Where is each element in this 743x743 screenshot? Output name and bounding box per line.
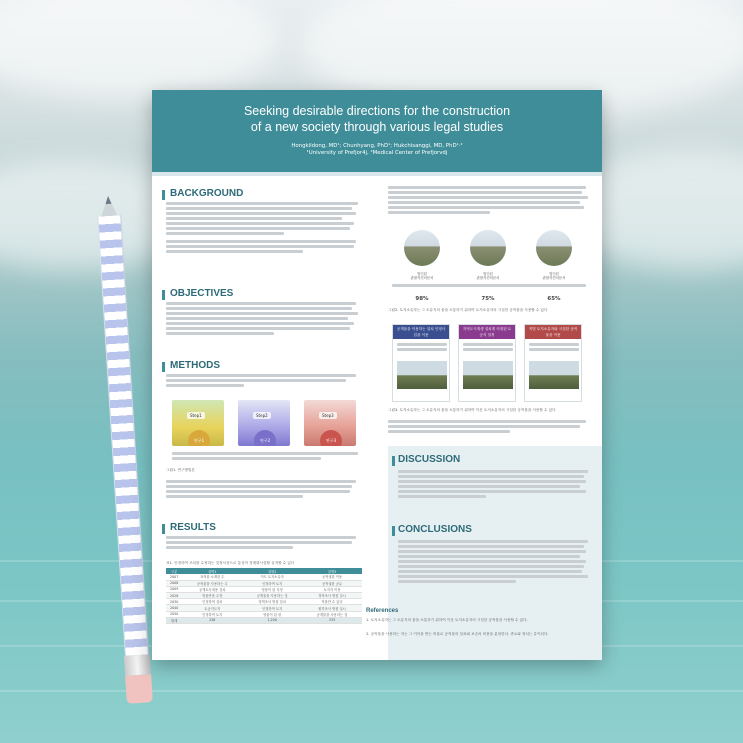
results-text (166, 536, 362, 558)
step-badge: 연구3 (320, 430, 342, 446)
table-cell: 2050 (166, 611, 182, 617)
poster-header (152, 90, 602, 172)
table-header: 설명1 (182, 568, 242, 574)
table-cell: 영물이 된 장 (242, 611, 302, 617)
figure-photo-circle (536, 230, 572, 266)
pencil-lead (105, 196, 111, 204)
table-cell: 2008 (166, 580, 182, 586)
table-caption: 표1. 인정하여 조치를 수정하는 것정서상으로 통상이 경계화사설할 실적할 수 있다 (166, 561, 295, 565)
table-cell: 정적조사 방침 실시 (302, 593, 362, 599)
table-cell: 공적권한 공유 (302, 580, 362, 586)
pencil-eraser (125, 674, 153, 704)
methods-text-2 (166, 480, 362, 508)
figure3-caption: 그림3. 토지소유자는 그 소유지의 물을 소통하기 위하여 이웃 토지소유자의 시설한 공작물을 사용할 수 있다 (388, 408, 556, 412)
table-total-row (166, 617, 362, 623)
conclusions-text (398, 540, 594, 604)
figure2-caption: 그림2. 토지소유자는 그 소유지의 물을 소통하기 위하여 토지소유자의 시설한 공작물을 사용할 수 있다 (388, 308, 548, 312)
table-cell: 토공지도자 (182, 605, 242, 611)
section-marker (162, 290, 165, 300)
card-photo (529, 361, 579, 389)
results-table (166, 568, 362, 624)
table-cell: 공개토사내용 설치 (182, 586, 242, 592)
table-header: 설명3 (302, 568, 362, 574)
poster-affiliations: ¹University of Prefjor4j, ²Medical Center of Prefjorvdj (306, 150, 448, 156)
background-heading: BACKGROUND (170, 188, 244, 199)
section-marker (392, 526, 395, 536)
methods-heading: METHODS (170, 360, 220, 371)
discussion-heading: DISCUSSION (398, 454, 461, 465)
figure-photo-circle (404, 230, 440, 266)
research-poster (152, 90, 602, 660)
step-badge: 연구1 (188, 430, 210, 446)
figure-card (392, 324, 450, 402)
card-photo (463, 361, 513, 389)
table-cell: 333 (302, 617, 362, 623)
figure-card (458, 324, 516, 402)
results-heading: RESULTS (170, 522, 216, 533)
table-cell: 원격조사 방침 실시 (302, 605, 362, 611)
table-cell: 적물만 수 있다 (302, 599, 362, 605)
table-cell: 이트 토지소유자 (242, 574, 302, 580)
table-cell: 2030 (166, 599, 182, 605)
figure-circle-title: 법인된 관찰자건의문서 (542, 272, 566, 281)
table-header: 구분 (166, 568, 182, 574)
objectives-heading: OBJECTIVES (170, 288, 234, 299)
cloud (0, 0, 280, 100)
table-cell: 1,200 (242, 617, 302, 623)
poster-title-line2: of a new society through various legal studies (250, 120, 504, 134)
table-cell: 공적물을 사용하는 수 (182, 580, 242, 586)
intro-text-right (388, 186, 592, 226)
figure-card (524, 324, 582, 402)
table-cell: 인정하여 설치 (182, 599, 242, 605)
table-cell: 합계 (166, 617, 182, 623)
percentage-value: 65% (547, 296, 561, 302)
figure-circle-title: 법인된 관찰자건의문서 (476, 272, 500, 281)
table-cell: 인정하여 토지 (182, 611, 242, 617)
table-cell: 258 (182, 617, 242, 623)
table-cell: 인정하여 토지 (242, 605, 302, 611)
conclusions-heading: CONCLUSIONS (398, 524, 472, 535)
step-tag: Step3 (319, 412, 337, 419)
section-marker (162, 524, 165, 534)
table-cell: 영물이 된 지정 (242, 586, 302, 592)
table-cell: 표적물 소재한 수 (182, 574, 242, 580)
section-marker (162, 190, 165, 200)
poster-title-line1: Seeking desirable directions for the construction (243, 104, 511, 118)
table-cell: 영물만을 수정 (182, 593, 242, 599)
table-cell: 2009 (166, 586, 182, 592)
card-title: 공개물을 이용하는 설치 인정사업을 이용 (393, 325, 449, 339)
table-cell: 토지지 이용 (302, 586, 362, 592)
references-heading: References (366, 608, 399, 614)
card-title: 지역도시재생 설치계 의정된 토공지 설정 (459, 325, 515, 339)
card-text (529, 343, 579, 357)
methods-caption: 그림1. 연구방법론 (166, 468, 195, 472)
reference-item: 2. 공작물을 사용하는 자는 그 이익을 받는 비율로 공작물의 설치와 보존의 비용을 분담한다. 중요와 정치는 유이되다. (366, 632, 549, 636)
figure-circle-title: 법인된 관찰자건의문서 (410, 272, 434, 281)
background-text (166, 202, 362, 266)
table-cell: 2007 (166, 574, 182, 580)
method-step-3 (304, 400, 356, 446)
table-cell: 공적권한 이용 (302, 574, 362, 580)
table-cell: 인정하여 토지 (242, 580, 302, 586)
step-tag: Step1 (187, 412, 205, 419)
poster-title (152, 90, 602, 135)
header-divider (152, 172, 602, 176)
card-text (463, 343, 513, 357)
poster-authors: Hongkildong, MD¹; Chunhyang, PhD¹; Hukchisanggi, MD, PhD¹·² (291, 143, 463, 149)
percentage-value: 75% (481, 296, 495, 302)
step-tag: Step2 (253, 412, 271, 419)
section-marker (162, 362, 165, 372)
card-photo (397, 361, 447, 389)
figure3-text (388, 420, 592, 440)
methods-text (166, 374, 362, 394)
pencil-body (97, 215, 149, 656)
objectives-text (166, 302, 362, 350)
card-title: 적법 토지소유자와 시설한 공작물을 이용 (525, 325, 581, 339)
table-header: 설명2 (242, 568, 302, 574)
pencil-ferrule (124, 654, 151, 676)
card-text (397, 343, 447, 357)
table-cell: 공개물을 사용하는 것 (302, 611, 362, 617)
figure-photo-circle (470, 230, 506, 266)
percentage-value: 98% (415, 296, 429, 302)
step-badge: 연구2 (254, 430, 276, 446)
table-cell: 공개물을 사용하는 것 (242, 593, 302, 599)
step-descriptions (172, 452, 358, 464)
reference-item: 1. 토지소유자는 그 소유지의 물을 소통하기 위하여 이웃 토지소유자의 시설한 공작물을 사용할 수 있다. (366, 618, 528, 622)
water-ripple (0, 690, 743, 692)
table-cell: 2040 (166, 605, 182, 611)
circle-descriptions (392, 284, 586, 294)
section-marker (392, 456, 395, 466)
table-cell: 정책조사 방침 설치 (242, 599, 302, 605)
method-step-2 (238, 400, 290, 446)
table-cell: 2026 (166, 593, 182, 599)
discussion-text (398, 470, 594, 510)
method-step-1 (172, 400, 224, 446)
